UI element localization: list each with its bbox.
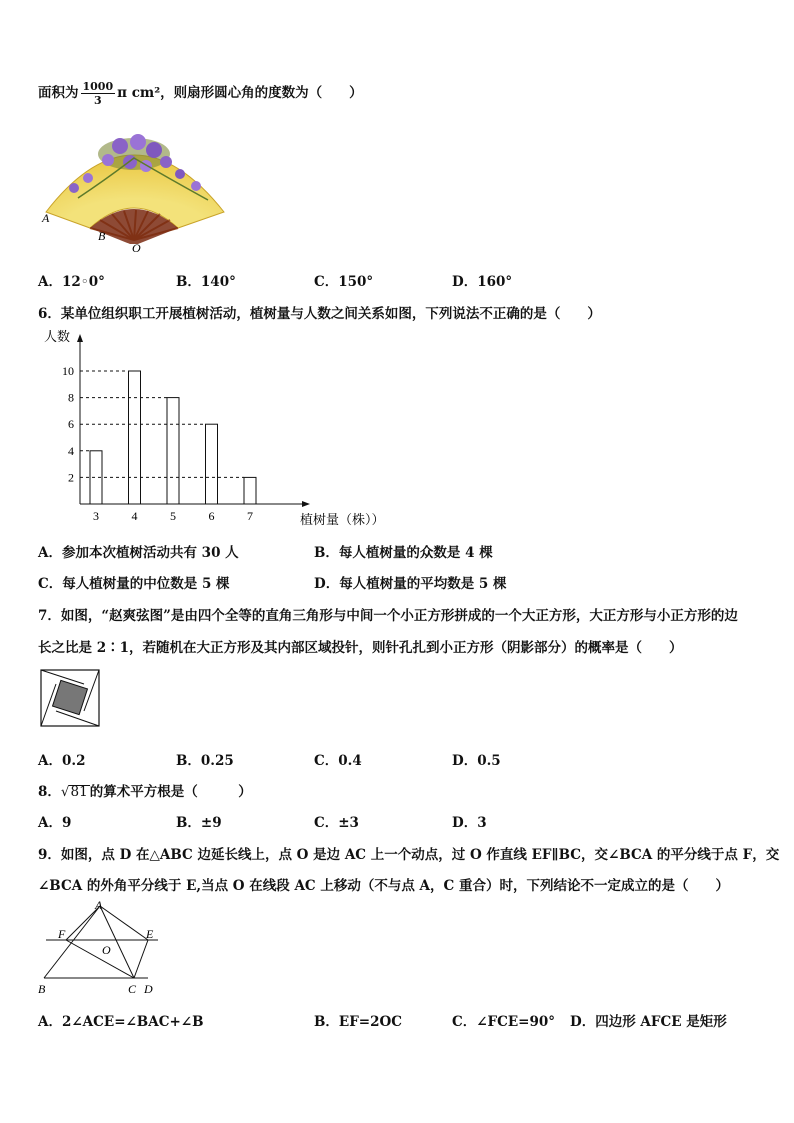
q5-frac-den: 3	[93, 94, 102, 107]
q6-option-d: D．每人植树量的平均数是 5 棵	[314, 576, 507, 592]
q5-fraction	[81, 80, 116, 107]
chart-xtick-label: 4	[131, 509, 138, 523]
fig-label-d: D	[144, 982, 153, 996]
q7-option-a: A．0.2	[38, 753, 86, 769]
q9-option-d: D．四边形 AFCE 是矩形	[570, 1014, 727, 1030]
q6-option-a: A．参加本次植树活动共有 30 人	[38, 545, 239, 561]
q9-option-b: B．EF=2OC	[314, 1014, 402, 1030]
q5-stem	[38, 80, 363, 107]
chart-xtick-label: 7	[247, 509, 253, 523]
q7-option-d: D．0.5	[452, 753, 501, 769]
chart-ytick-label: 2	[68, 470, 74, 485]
q6-bar-chart	[38, 326, 408, 531]
chart-xtick-label: 5	[170, 509, 176, 523]
q7-option-c: C．0.4	[314, 753, 362, 769]
fig-label-e: E	[146, 927, 154, 941]
chart-ytick-label: 6	[68, 417, 74, 432]
fig-label-f: F	[58, 927, 66, 941]
q8-suffix: 的算术平方根是（ ）	[89, 784, 252, 800]
fan-figure	[38, 128, 230, 256]
fan-label-a: A	[42, 211, 50, 225]
q7-stem-line1: 7．如图，“赵爽弦图”是由四个全等的直角三角形与中间一个小正方形拼成的一个大正方形，大正方形与小正方形的边	[38, 608, 738, 624]
q5-option-c: C．150°	[314, 274, 374, 290]
chart-y-arrow	[77, 334, 83, 342]
q9-stem-line2: ∠BCA 的外角平分线于 E,当点 O 在线段 AC 上移动（不与点 A，C 重合）时，下列结论不一定成立的是（ ）	[38, 878, 729, 894]
q7-stem-line2: 长之比是 2∶1，若随机在大正方形及其内部区域投针，则针孔扎到小正方形（阴影部分）的概率是（ ）	[38, 640, 683, 656]
chart-xtick-label: 3	[93, 509, 99, 523]
fan-label-b: B	[98, 229, 106, 243]
q8-stem	[38, 780, 252, 800]
q5-option-d: D．160°	[452, 274, 513, 290]
chart-ytick-label: 8	[68, 390, 74, 405]
fan-label-o: O	[132, 241, 141, 255]
q5-option-b: B．140°	[176, 274, 236, 290]
chart-ytick-label: 10	[62, 364, 74, 378]
q5-stem-suffix: π cm²，则扇形圆心角的度数为（ ）	[117, 85, 363, 101]
fig-label-c: C	[128, 982, 137, 996]
q9-stem-line1: 9．如图，点 D 在△ABC 边延长线上，点 O 是边 AC 上一个动点，过 O 作直线 EF∥BC，交∠BCA 的平分线于点 F，交	[38, 847, 780, 863]
q6-option-b: B．每人植树量的众数是 4 棵	[314, 545, 493, 561]
q8-option-a: A．9	[38, 815, 72, 831]
chart-xlabel: 植树量（株））	[300, 512, 385, 527]
q8-option-c: C．±3	[314, 815, 359, 831]
q8-prefix: 8．	[38, 784, 61, 800]
chart-bar	[167, 398, 179, 504]
q5-option-a: A．12◦0°	[38, 274, 105, 290]
fig-label-a: A	[95, 900, 103, 912]
chart-bar	[206, 424, 218, 504]
fig-label-o: O	[102, 943, 111, 957]
q6-stem: 6．某单位组织职工开展植树活动，植树量与人数之间关系如图，下列说法不正确的是（ ）	[38, 306, 601, 322]
chart-ytick-label: 4	[68, 443, 74, 458]
chart-bar	[129, 371, 141, 504]
q9-option-a: A．2∠ACE=∠BAC+∠B	[38, 1014, 204, 1030]
zhao-shuang-diagram	[40, 669, 102, 729]
chart-xtick-label: 6	[208, 509, 215, 523]
chart-bar	[244, 477, 256, 504]
fig-label-b: B	[38, 982, 46, 996]
q8-option-b: B．±9	[176, 815, 222, 831]
q5-frac-num: 1000	[82, 80, 114, 93]
q9-option-c: C．∠FCE=90°	[452, 1014, 556, 1030]
q6-option-c: C．每人植树量的中位数是 5 棵	[38, 576, 230, 592]
q7-option-b: B．0.25	[176, 753, 234, 769]
q5-stem-prefix: 面积为	[38, 85, 79, 101]
q8-radicand: 81	[70, 784, 88, 800]
chart-ylabel: 人数	[44, 329, 71, 344]
q8-option-d: D．3	[452, 815, 487, 831]
q9-geometry-figure	[36, 900, 164, 998]
sqrt-sign: √	[60, 784, 70, 800]
chart-x-arrow	[302, 501, 310, 507]
